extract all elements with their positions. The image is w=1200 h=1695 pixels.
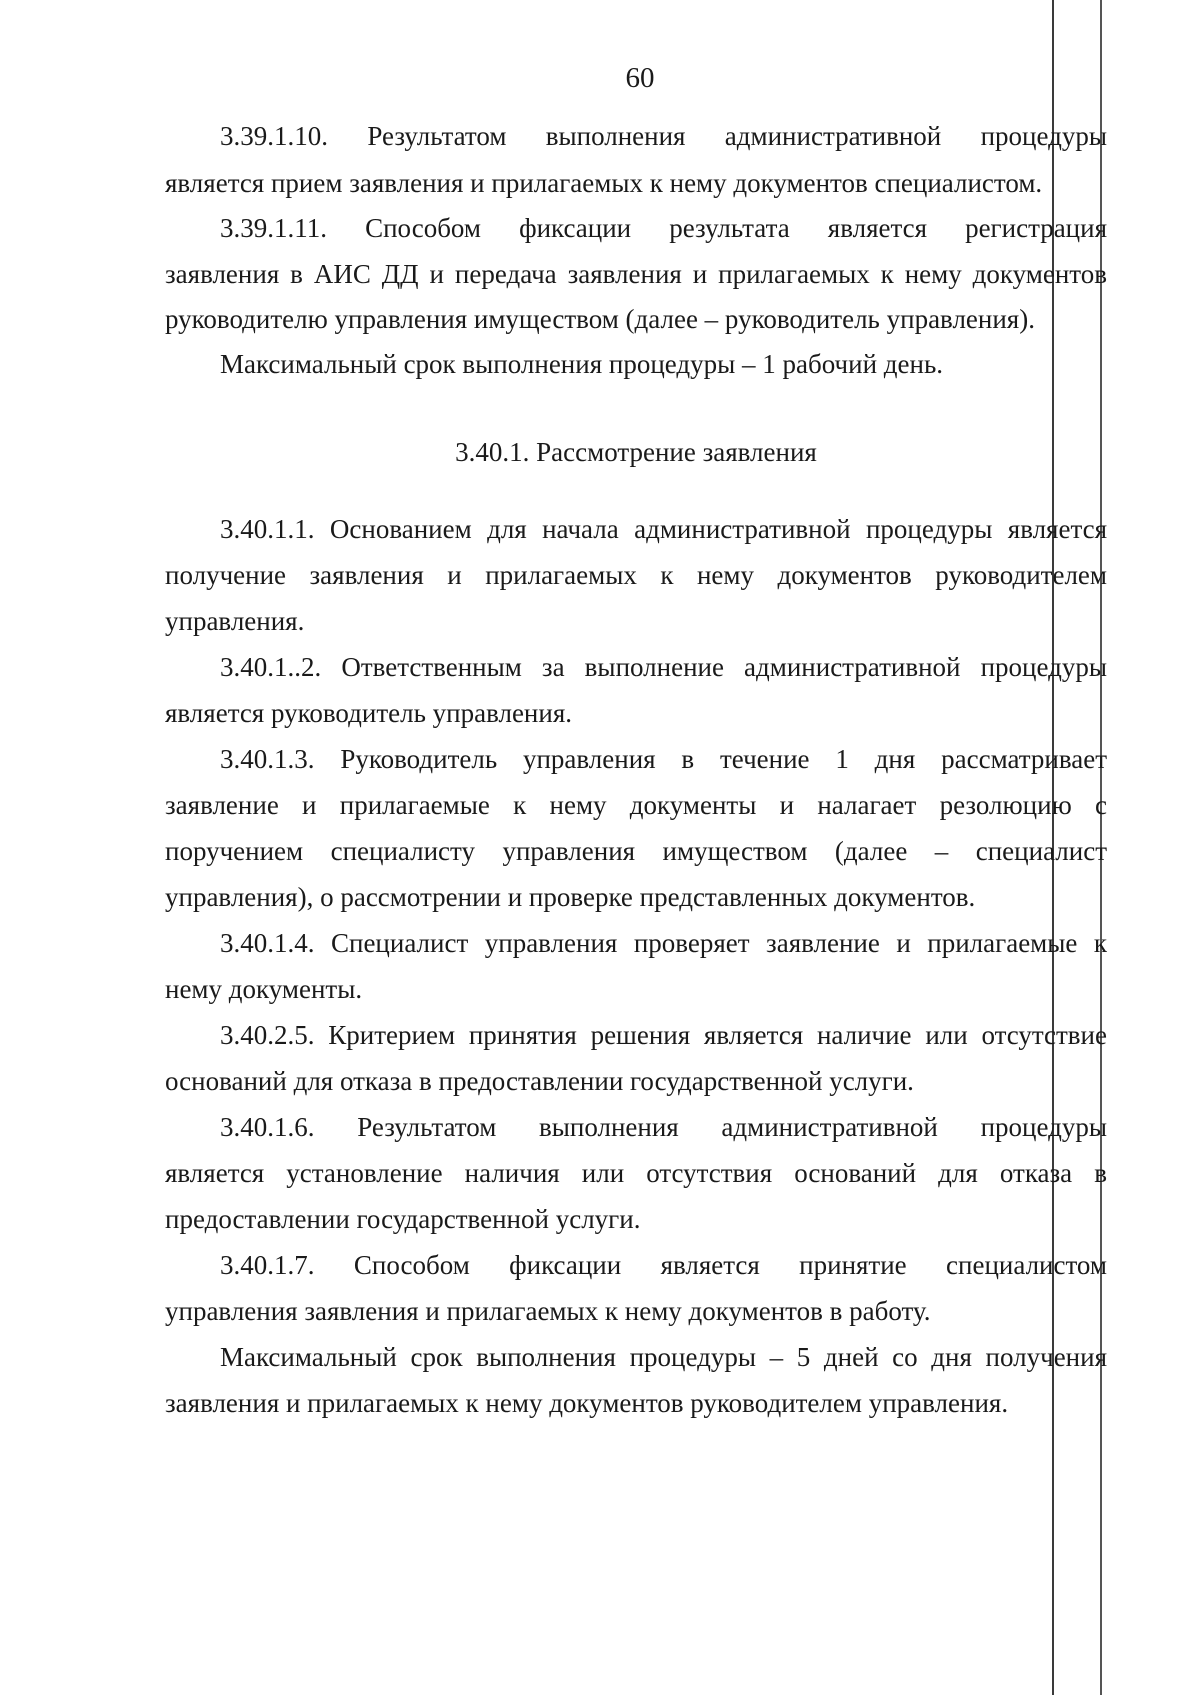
paragraph-line: 3.40.2.5. Критерием принятия решения является наличие или отсутствие xyxy=(220,1020,1107,1050)
page-number: 60 xyxy=(625,62,655,94)
paragraph-line: 3.39.1.11. Способом фиксации результата является регистрация xyxy=(220,213,1107,243)
paragraph-line: руководителю управления имуществом (далее – руководитель управления). xyxy=(165,304,1035,334)
paragraph-line: 3.40.1.7. Способом фиксации является принятие специалистом xyxy=(220,1250,1107,1280)
paragraph-line: заявления и прилагаемых к нему документов руководителем управления. xyxy=(165,1388,1009,1418)
paragraph-line: управления. xyxy=(165,606,305,636)
section-heading: 3.40.1. Рассмотрение заявления xyxy=(455,437,817,467)
paragraph-line: 3.40.1.6. Результатом выполнения административной процедуры xyxy=(220,1112,1107,1142)
paragraph-line: управления), о рассмотрении и проверке представленных документов. xyxy=(165,882,976,912)
paragraph-line: 3.39.1.10. Результатом выполнения административной процедуры xyxy=(220,121,1107,151)
paragraph-line: нему документы. xyxy=(165,974,363,1004)
paragraph-line: заявление и прилагаемые к нему документы и налагает резолюцию с xyxy=(165,790,1107,820)
paragraph-line: является прием заявления и прилагаемых к нему документов специалистом. xyxy=(165,168,1043,198)
paragraph-line: 3.40.1.3. Руководитель управления в течение 1 дня рассматривает xyxy=(220,744,1107,774)
paragraph-line: 3.40.1.1. Основанием для начала административной процедуры является xyxy=(220,514,1107,544)
paragraph-line: предоставлении государственной услуги. xyxy=(165,1204,641,1234)
paragraph-line: 3.40.1.4. Специалист управления проверяет заявление и прилагаемые к xyxy=(220,928,1107,958)
paragraph-line: является установление наличия или отсутствия оснований для отказа в xyxy=(165,1158,1107,1188)
paragraph-line: поручением специалисту управления имуществом (далее – специалист xyxy=(165,836,1107,866)
paragraph-line: заявления в АИС ДД и передача заявления и прилагаемых к нему документов xyxy=(165,259,1107,289)
paragraph-line: управления заявления и прилагаемых к нему документов в работу. xyxy=(165,1296,931,1326)
paragraph-line: 3.40.1..2. Ответственным за выполнение административной процедуры xyxy=(220,652,1107,682)
paragraph-line: оснований для отказа в предоставлении государственной услуги. xyxy=(165,1066,914,1096)
paragraph-line: получение заявления и прилагаемых к нему документов руководителем xyxy=(165,560,1107,590)
paragraph-line: Максимальный срок выполнения процедуры – 1 рабочий день. xyxy=(220,349,944,379)
paragraph-line: является руководитель управления. xyxy=(165,698,573,728)
paragraph-line: Максимальный срок выполнения процедуры – 5 дней со дня получения xyxy=(220,1342,1107,1372)
